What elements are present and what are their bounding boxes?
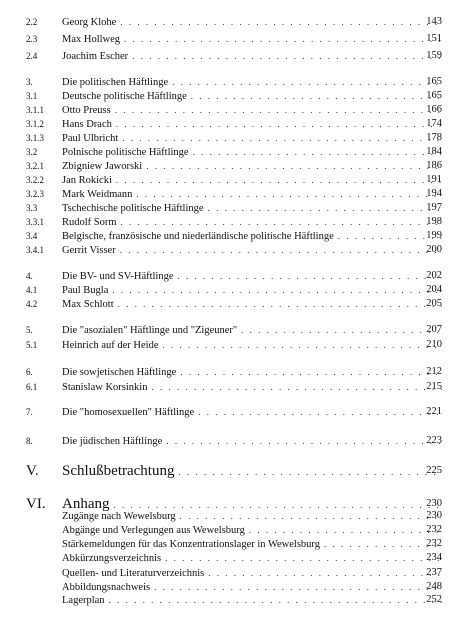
leader-dots — [193, 146, 442, 158]
leader-dots — [208, 202, 442, 214]
toc-entry-page: 237 — [426, 567, 442, 578]
toc-entry-page: 178 — [426, 132, 442, 143]
toc-entry-title-wrap — [62, 524, 442, 537]
toc-entry-number: 3.1.3 — [26, 133, 44, 143]
toc-entry-page: 205 — [426, 298, 442, 309]
toc-entry-title-wrap — [62, 567, 442, 580]
toc-entry-title: Anhang — [62, 496, 110, 512]
toc-entry-page: 174 — [426, 118, 442, 129]
toc-entry-title-wrap — [62, 188, 442, 201]
toc-entry-number: 3.4 — [26, 231, 38, 241]
toc-entry-title: Lagerplan — [62, 595, 105, 606]
toc-entry-title: Stärkemeldungen für das Konzentrationslager in Wewelsburg — [62, 539, 320, 550]
leader-dots — [121, 216, 442, 228]
toc-entry-number: 3.2.3 — [26, 189, 44, 199]
toc-entry-title-wrap — [62, 160, 442, 173]
toc-entry-page: 230 — [426, 510, 442, 521]
toc-entry-title: Die sowjetischen Häftlinge — [62, 367, 177, 378]
leader-dots — [122, 132, 442, 144]
toc-entry-title: Zugänge nach Wewelsburg — [62, 511, 176, 522]
toc-entry-title-wrap — [62, 510, 442, 523]
toc-entry-title: Abgänge und Verlegungen aus Wewelsburg — [62, 525, 245, 536]
toc-entry-number: 7. — [26, 407, 33, 417]
leader-dots — [324, 538, 442, 550]
toc-entry-page: 230 — [426, 498, 442, 509]
toc-entry-title-wrap — [62, 406, 442, 419]
toc-entry-number: 3. — [26, 77, 33, 87]
toc-entry-page: 232 — [426, 524, 442, 535]
leader-dots — [132, 50, 442, 62]
toc-entry-title: Jan Rokicki — [62, 175, 112, 186]
toc-entry-title-wrap — [62, 118, 442, 131]
toc-entry-page: 232 — [426, 538, 442, 549]
toc-entry-title: Otto Preuss — [62, 105, 111, 116]
toc-entry-number: 3.1.2 — [26, 119, 44, 129]
toc-entry-title: Gerrit Visser — [62, 245, 116, 256]
toc-entry-page: 184 — [426, 146, 442, 157]
toc-entry-page: 223 — [426, 435, 442, 446]
toc-entry-page: 191 — [426, 174, 442, 185]
toc-entry-page: 186 — [426, 160, 442, 171]
leader-dots — [172, 76, 442, 88]
toc-entry-title-wrap — [62, 50, 442, 63]
toc-entry-number: 3.3.1 — [26, 217, 44, 227]
leader-dots — [120, 16, 442, 28]
toc-entry-title-wrap — [62, 462, 442, 481]
toc-entry-number: 2.4 — [26, 51, 38, 61]
toc-entry-title: Paul Bugla — [62, 285, 109, 296]
toc-entry-title: Polnische politische Häftlinge — [62, 147, 189, 158]
toc-entry-title: Die jüdischen Häftlinge — [62, 436, 163, 447]
toc-entry-title-wrap — [62, 104, 442, 117]
toc-entry-number: 5.1 — [26, 340, 38, 350]
toc-entry-page: 215 — [426, 381, 442, 392]
toc-entry-number: 4.1 — [26, 285, 38, 295]
toc-entry-title: Joachim Escher — [62, 51, 129, 62]
toc-entry-title: Paul Ulbricht — [62, 133, 119, 144]
toc-entry-page: 212 — [426, 366, 442, 377]
toc-entry-page: 165 — [426, 90, 442, 101]
leader-dots — [208, 567, 442, 579]
toc-entry-number: 2.3 — [26, 34, 38, 44]
leader-dots — [166, 435, 442, 447]
toc-entry-title: Max Hollweg — [62, 34, 121, 45]
leader-dots — [191, 90, 442, 102]
toc-entry-title: Schlußbetrachtung — [62, 463, 175, 479]
toc-entry-page: 210 — [426, 339, 442, 350]
toc-entry-title-wrap — [62, 216, 442, 229]
toc-entry-page: 194 — [426, 188, 442, 199]
toc-entry-page: 248 — [426, 581, 442, 592]
toc-entry-page: 197 — [426, 202, 442, 213]
toc-entry-title-wrap — [62, 552, 442, 565]
toc-entry-title: Stanislaw Korsinkin — [62, 382, 148, 393]
toc-entry-number: 3.1 — [26, 91, 38, 101]
toc-entry-title-wrap — [62, 324, 442, 337]
toc-entry-title-wrap — [62, 76, 442, 89]
toc-entry-number: 4. — [26, 271, 33, 281]
leader-dots — [178, 463, 442, 481]
toc-entry-title: Deutsche politische Häftlinge — [62, 91, 187, 102]
toc-entry-page: 207 — [426, 324, 442, 335]
leader-dots — [180, 366, 442, 378]
toc-entry-title: Abbildungsnachweis — [62, 582, 151, 593]
toc-entry-number: 3.2 — [26, 147, 38, 157]
toc-entry-page: 199 — [426, 230, 442, 241]
toc-entry-title-wrap — [62, 230, 442, 243]
toc-entry-title: Abkürzungsverzeichnis — [62, 553, 162, 564]
toc-entry-page: 143 — [426, 16, 442, 27]
toc-entry-title-wrap — [62, 90, 442, 103]
toc-entry-page: 198 — [426, 216, 442, 227]
toc-entry-title-wrap — [62, 339, 442, 352]
toc-entry-number: V. — [26, 463, 39, 479]
toc-entry-title-wrap — [62, 33, 442, 46]
toc-entry-title-wrap — [62, 538, 442, 551]
leader-dots — [151, 381, 442, 393]
toc-entry-title: Max Schlott — [62, 299, 114, 310]
toc-entry-title-wrap — [62, 581, 442, 594]
toc-entry-number: VI. — [26, 496, 46, 512]
leader-dots — [116, 174, 442, 186]
toc-entry-page: 221 — [426, 406, 442, 417]
toc-entry-page: 202 — [426, 270, 442, 281]
leader-dots — [198, 406, 442, 418]
leader-dots — [180, 510, 442, 522]
leader-dots — [112, 284, 442, 296]
toc-entry-number: 5. — [26, 325, 33, 335]
toc-entry-title: Quellen- und Literaturverzeichnis — [62, 568, 205, 579]
toc-entry-title: Georg Klohe — [62, 17, 117, 28]
leader-dots — [165, 552, 442, 564]
leader-dots — [163, 339, 443, 351]
toc-entry-title-wrap — [62, 244, 442, 257]
toc-entry-title: Die politischen Häftlinge — [62, 77, 169, 88]
toc-entry-title: Die "asozialen" Häftlinge und "Zigeuner" — [62, 325, 238, 336]
leader-dots — [124, 33, 442, 45]
toc-entry-title-wrap — [62, 366, 442, 379]
toc-entry-number: 4.2 — [26, 299, 38, 309]
toc-entry-number: 3.4.1 — [26, 245, 44, 255]
toc-entry-page: 151 — [426, 33, 442, 44]
leader-dots — [116, 118, 442, 130]
leader-dots — [249, 524, 442, 536]
toc-entry-number: 6.1 — [26, 382, 38, 392]
leader-dots — [118, 298, 442, 310]
toc-entry-title: Mark Weidmann — [62, 189, 133, 200]
toc-entry-page: 200 — [426, 244, 442, 255]
toc-entry-page: 159 — [426, 50, 442, 61]
toc-entry-title-wrap — [62, 132, 442, 145]
toc-entry-number: 6. — [26, 367, 33, 377]
toc-entry-title-wrap — [62, 298, 442, 311]
toc-entry-page: 165 — [426, 76, 442, 87]
toc-entry-number: 3.2.2 — [26, 175, 44, 185]
toc-entry-title: Belgische, französische und niederländische politische Häftlinge — [62, 231, 334, 242]
toc-entry-title: Die BV- und SV-Häftlinge — [62, 271, 174, 282]
toc-entry-page: 234 — [426, 552, 442, 563]
toc-entry-title-wrap — [62, 381, 442, 394]
toc-entry-title: Zbigniew Jaworski — [62, 161, 143, 172]
toc-entry-number: 2.2 — [26, 17, 38, 27]
toc-entry-number: 3.3 — [26, 203, 38, 213]
toc-entry-title: Hans Drach — [62, 119, 112, 130]
toc-entry-page: 166 — [426, 104, 442, 115]
toc-entry-title: Heinrich auf der Heide — [62, 340, 159, 351]
toc-entry-title-wrap — [62, 16, 442, 29]
toc-entry-title-wrap — [62, 435, 442, 448]
toc-entry-title-wrap — [62, 174, 442, 187]
toc-entry-page: 204 — [426, 284, 442, 295]
toc-entry-title-wrap — [62, 146, 442, 159]
leader-dots — [136, 188, 442, 200]
leader-dots — [241, 324, 442, 336]
toc-entry-number: 8. — [26, 436, 33, 446]
toc-entry-page: 225 — [426, 465, 442, 476]
toc-entry-number: 3.2.1 — [26, 161, 44, 171]
toc-entry-title: Rudolf Sorm — [62, 217, 117, 228]
leader-dots — [109, 594, 442, 606]
leader-dots — [154, 581, 442, 593]
toc-entry-title-wrap — [62, 270, 442, 283]
toc-entry-title: Tschechische politische Häftlinge — [62, 203, 204, 214]
leader-dots — [178, 270, 442, 282]
toc-entry-title-wrap — [62, 594, 442, 607]
toc-entry-title: Die "homosexuellen" Häftlinge — [62, 407, 195, 418]
toc-entry-title-wrap — [62, 284, 442, 297]
leader-dots — [120, 244, 442, 256]
leader-dots — [146, 160, 442, 172]
toc-entry-title-wrap — [62, 202, 442, 215]
toc-entry-page: 252 — [426, 594, 442, 605]
leader-dots — [115, 104, 442, 116]
toc-entry-number: 3.1.1 — [26, 105, 44, 115]
